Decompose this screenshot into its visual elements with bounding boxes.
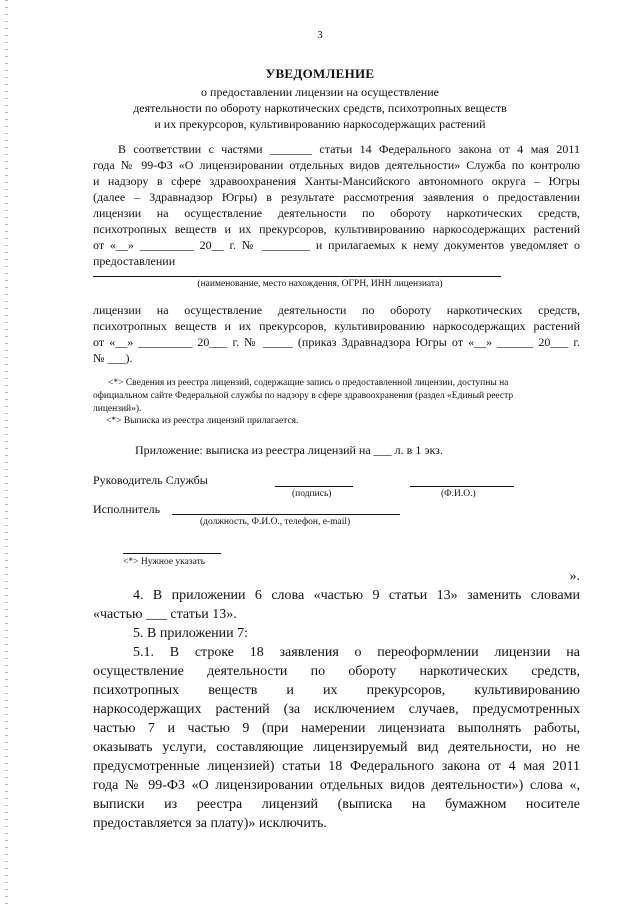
signature-caption: (подпись) xyxy=(292,489,332,499)
executor-caption: (должность, Ф.И.О., телефон, e-mail) xyxy=(200,517,351,527)
notice-title: УВЕДОМЛЕНИЕ xyxy=(265,66,375,81)
fio-caption: (Ф.И.О.) xyxy=(441,489,476,499)
amendment-line: года № 99-ФЗ «О лицензировании отдельных видов деятельности») слова «, xyxy=(93,778,580,793)
page-number: 3 xyxy=(317,29,323,41)
amendment-line: предоставляется за плату)» исключить. xyxy=(93,816,327,831)
notice-subtitle-line: деятельности по обороту наркотических средств, психотропных веществ xyxy=(133,101,507,115)
amendment-line: наркосодержащих растений (за исключением случаев, предусмотренных xyxy=(93,702,580,717)
amendment-line: психотропных веществ и их прекурсоров, культивированию xyxy=(93,683,580,698)
amendment-line: 5.1. В строке 18 заявления о переоформлении лицензии на xyxy=(133,645,580,660)
licensee-fill-line xyxy=(93,276,501,277)
amendment-line: 5. В приложении 7: xyxy=(133,626,249,641)
signature-line xyxy=(275,486,353,487)
amendment-line: оказывать услуги, составляющие лицензируемый вид деятельности, но не xyxy=(93,740,580,755)
paragraph-line: В соответствии с частями _______ статьи 14 Федерального закона от 4 мая 2011 xyxy=(118,142,580,156)
notice-subtitle-line: о предоставлении лицензии на осуществление xyxy=(201,85,439,99)
paragraph-line: психотропных веществ и их прекурсоров, культивированию наркосодержащих растений xyxy=(93,222,580,236)
paragraph-line: № ___). xyxy=(93,351,133,365)
footnote-line: лицензий»). xyxy=(93,404,142,414)
paragraph-line: предоставлении xyxy=(93,254,176,268)
paragraph-line: лицензии на осуществление деятельности по обороту наркотических средств, xyxy=(93,206,580,220)
head-label: Руководитель Службы xyxy=(93,473,208,487)
amendment-line: предусмотренные лицензией) статьи 18 Федерального закона от 4 мая 2011 xyxy=(93,759,580,774)
amendment-line: частью 7 и частью 9 (при намерении лицензиата выполнять работы, xyxy=(93,721,580,736)
footnote-line: <*> Сведения из реестра лицензий, содержащие запись о предоставленной лицензии, доступны на xyxy=(108,378,509,388)
executor-label: Исполнитель xyxy=(93,502,161,516)
footnote-separator xyxy=(123,553,221,554)
scan-edge-artifact xyxy=(5,0,8,905)
paragraph-line: от «__» _________ 20__ г. № ________ и прилагаемых к нему документов уведомляет о xyxy=(93,238,580,252)
paragraph-line: года № 99-ФЗ «О лицензировании отдельных видов деятельности» Служба по контролю xyxy=(93,158,580,172)
footnote-line: <*> Выписка из реестра лицензий прилагается. xyxy=(106,416,299,426)
amendment-line: «частью ___ статьи 13». xyxy=(93,607,237,622)
specify-note: <*> Нужное указать xyxy=(123,557,206,567)
paragraph-line: лицензии на осуществление деятельности по обороту наркотических средств, xyxy=(93,303,580,317)
amendment-line: 4. В приложении 6 слова «частью 9 статьи 13» заменить словами xyxy=(133,588,580,603)
paragraph-line: (далее – Здравнадзор Югры) в результате рассмотрения заявления о предоставлении xyxy=(93,190,580,204)
executor-line xyxy=(172,514,400,515)
amendment-line: выписки из реестра лицензий (выписка на бумажном носителе xyxy=(93,797,580,812)
paragraph-line: психотропных веществ и их прекурсоров, культивированию наркосодержащих растений xyxy=(93,319,580,333)
notice-subtitle-line: и их прекурсоров, культивированию наркосодержащих растений xyxy=(154,117,486,131)
paragraph-line: и надзору в сфере здравоохранения Ханты-Мансийского автономного округа – Югры xyxy=(93,174,580,188)
fio-line xyxy=(410,486,514,487)
footnote-line: официальном сайте Федеральной службы по надзору в сфере здравоохранения (раздел «Единый реестр xyxy=(93,391,514,401)
closing-quote: ». xyxy=(569,569,580,584)
paragraph-line: от «__» _________ 20___ г. № _____ (приказ Здравнадзора Югры от «__» ______ 20___ г. xyxy=(93,335,580,349)
amendment-line: осуществление деятельности по обороту наркотических средств, xyxy=(93,664,580,679)
attachment-line: Приложение: выписка из реестра лицензий на ___ л. в 1 экз. xyxy=(135,443,443,457)
licensee-caption: (наименование, место нахождения, ОГРН, ИНН лицензиата) xyxy=(197,279,443,289)
